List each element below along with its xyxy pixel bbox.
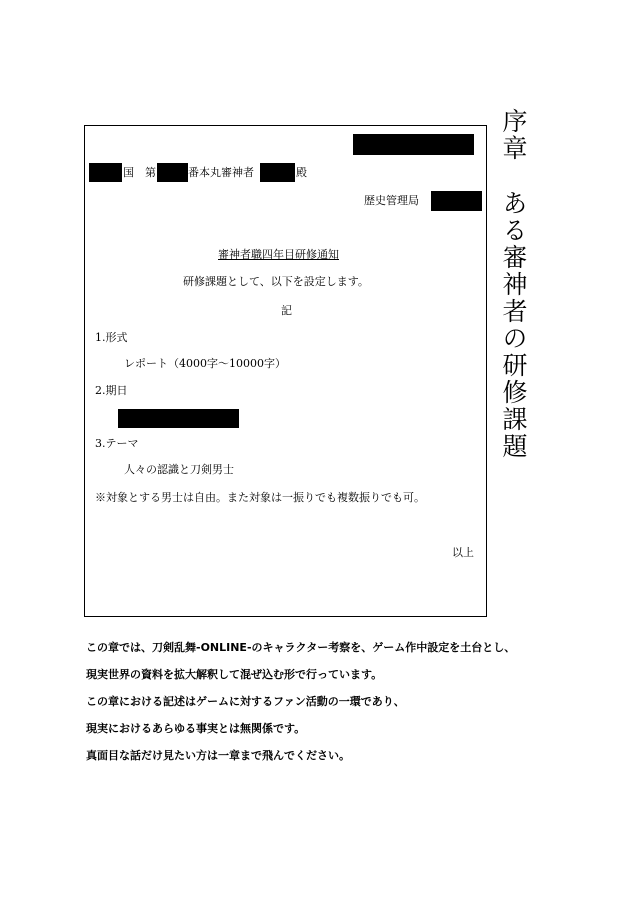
notice-subject: 審神者職四年目研修通知 (218, 248, 339, 261)
address-country-suffix: 国 (123, 166, 134, 179)
item-theme-content: 人々の認識と刀剣男士 (124, 463, 234, 476)
note-line: この章では、刀剣乱舞-ONLINE-のキャラクター考察を、ゲーム作中設定を土台とし、 (86, 641, 516, 654)
note-line: 現実におけるあらゆる事実とは無関係です。 (86, 722, 306, 735)
notice-remark: ※対象とする男士は自由。また対象は一振りでも複数振りでも可。 (95, 491, 425, 504)
redaction-deadline (118, 409, 239, 428)
address-no-prefix: 第 (145, 166, 156, 179)
address-honorific: 殿 (296, 166, 307, 179)
item-format-content: レポート（4000字～10000字） (124, 357, 286, 370)
note-line: この章における記述はゲームに対するファン活動の一環であり、 (86, 695, 405, 708)
notice-closing: 以上 (452, 546, 474, 559)
notice-ki: 記 (281, 304, 292, 317)
chapter-title (498, 108, 528, 460)
item-format-heading: 1.形式 (95, 331, 128, 344)
address-honmaru: 番本丸審神者 (188, 166, 254, 179)
item-deadline-heading: 2.期日 (95, 384, 128, 397)
notice-intro: 研修課題として、以下を設定します。 (183, 275, 369, 288)
item-theme-heading: 3.テーマ (95, 437, 139, 450)
issuer: 歴史管理局 (364, 194, 419, 207)
redaction-saniwa-name (260, 163, 295, 182)
redaction-date (353, 134, 474, 155)
chapter-title-main: ある審神者の研修課題 (499, 190, 528, 460)
redaction-honmaru-number (157, 163, 188, 182)
chapter-title-prefix: 序章 (499, 108, 528, 162)
redaction-country (89, 163, 122, 182)
note-line: 現実世界の資料を拡大解釈して混ぜ込む形で行っています。 (86, 668, 383, 681)
note-line: 真面目な話だけ見たい方は一章まで飛んでください。 (86, 749, 350, 762)
redaction-issuer-name (431, 191, 482, 211)
notice-document (84, 125, 487, 617)
